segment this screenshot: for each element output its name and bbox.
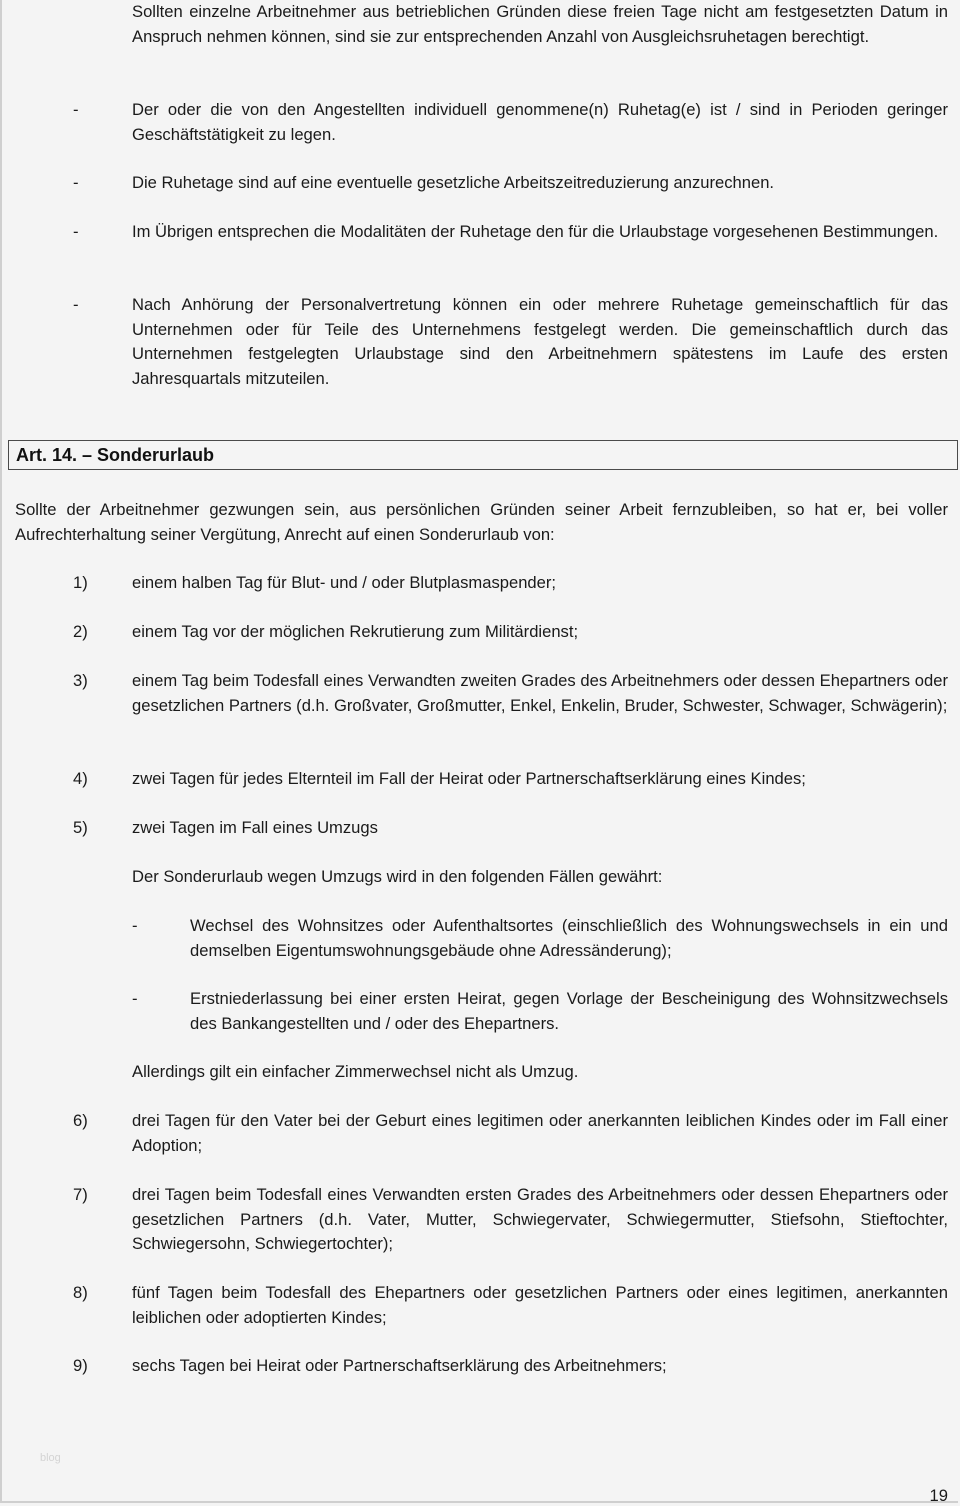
move-exception: Allerdings gilt ein einfacher Zimmerwechsel nicht als Umzug.: [132, 1062, 579, 1081]
section-heading-box: [8, 440, 958, 470]
item-number: 1): [73, 573, 88, 592]
numbered-item: zwei Tagen für jedes Elternteil im Fall der Heirat oder Partnerschaftserklärung eines Kindes;: [132, 769, 806, 788]
dash-marker: -: [132, 989, 138, 1008]
dash-marker: -: [73, 173, 79, 192]
item-number: 5): [73, 818, 88, 837]
numbered-item: zwei Tagen im Fall eines Umzugs: [132, 818, 378, 837]
move-note: Der Sonderurlaub wegen Umzugs wird in den folgenden Fällen gewährt:: [132, 867, 663, 886]
item-number: 2): [73, 622, 88, 641]
move-case: Wechsel des Wohnsitzes oder Aufenthaltsortes (einschließlich des Wohnungswechsels in ein und demselben Eigentumswohnungsgebäude ohne Adressänderung);: [190, 916, 948, 960]
dash-item: Im Übrigen entsprechen die Modalitäten der Ruhetage den für die Urlaubstage vorgesehenen Bestimmungen.: [132, 222, 939, 241]
numbered-item: einem Tag beim Todesfall eines Verwandten zweiten Grades des Arbeitnehmers oder dessen Ehepartners oder gesetzlichen Partners (d.h. Großvater, Großmutter, Enkel, Enkelin, Bruder, Schwester, Schwager, Schwägerin);: [132, 671, 948, 715]
page-number: 19: [929, 1486, 948, 1505]
dash-item: Die Ruhetage sind auf eine eventuelle gesetzliche Arbeitszeitreduzierung anzurechnen.: [132, 173, 775, 192]
dash-marker: -: [132, 916, 138, 935]
numbered-item: sechs Tagen bei Heirat oder Partnerschaftserklärung des Arbeitnehmers;: [132, 1356, 667, 1375]
numbered-item: fünf Tagen beim Todesfall des Ehepartners oder gesetzlichen Partners oder eines legitimen, anerkannten leiblichen oder adoptierten Kindes;: [132, 1283, 948, 1327]
item-number: 4): [73, 769, 88, 788]
item-number: 9): [73, 1356, 88, 1375]
dash-marker: -: [73, 295, 79, 314]
numbered-item: einem halben Tag für Blut- und / oder Blutplasmaspender;: [132, 573, 557, 592]
watermark: blog: [40, 1452, 61, 1464]
numbered-item: drei Tagen beim Todesfall eines Verwandten ersten Grades des Arbeitnehmers oder dessen Ehepartners oder gesetzlichen Partners (d.h. Vater, Mutter, Schwiegervater, Schwiegermutter, Stiefsohn, Stieftochter, Schwiegersohn, Schwiegertochter);: [132, 1185, 948, 1253]
dash-item: Der oder die von den Angestellten individuell genommene(n) Ruhetag(e) ist / sind in Perioden geringer Geschäftstätigkeit zu legen.: [132, 100, 948, 144]
dash-marker: -: [73, 222, 79, 241]
item-number: 7): [73, 1185, 88, 1204]
intro-continuation: Sollten einzelne Arbeitnehmer aus betrieblichen Gründen diese freien Tage nicht am festgesetzten Datum in Anspruch nehmen können, sind sie zur entsprechenden Anzahl von Ausgleichsruhetagen berechtigt.: [132, 2, 948, 46]
item-number: 6): [73, 1111, 88, 1130]
dash-item: Nach Anhörung der Personalvertretung können ein oder mehrere Ruhetage gemeinschaftlich für das Unternehmen oder für Teile des Unternehmens festgelegt werden. Die gemeinschaftlich durch das Unternehmen festgelegten Urlaubstage sind den Arbeitnehmern spätestens im Laufe des ersten Jahresquartals mitzuteilen.: [132, 295, 948, 388]
item-number: 8): [73, 1283, 88, 1302]
numbered-item: drei Tagen für den Vater bei der Geburt eines legitimen oder anerkannten leiblichen Kindes oder im Fall einer Adoption;: [132, 1111, 948, 1155]
numbered-item: einem Tag vor der möglichen Rekrutierung zum Militärdienst;: [132, 622, 579, 641]
section-intro: Sollte der Arbeitnehmer gezwungen sein, aus persönlichen Gründen seiner Arbeit fernzubleiben, so hat er, bei voller Aufrechterhaltung seiner Vergütung, Anrecht auf einen Sonderurlaub von:: [15, 500, 948, 544]
move-case: Erstniederlassung bei einer ersten Heirat, gegen Vorlage der Bescheinigung des Wohnsitzwechsels des Bankangestellten und / oder des Ehepartners.: [190, 989, 948, 1033]
section-heading: Art. 14. – Sonderurlaub: [16, 445, 215, 465]
item-number: 3): [73, 671, 88, 690]
dash-marker: -: [73, 100, 79, 119]
